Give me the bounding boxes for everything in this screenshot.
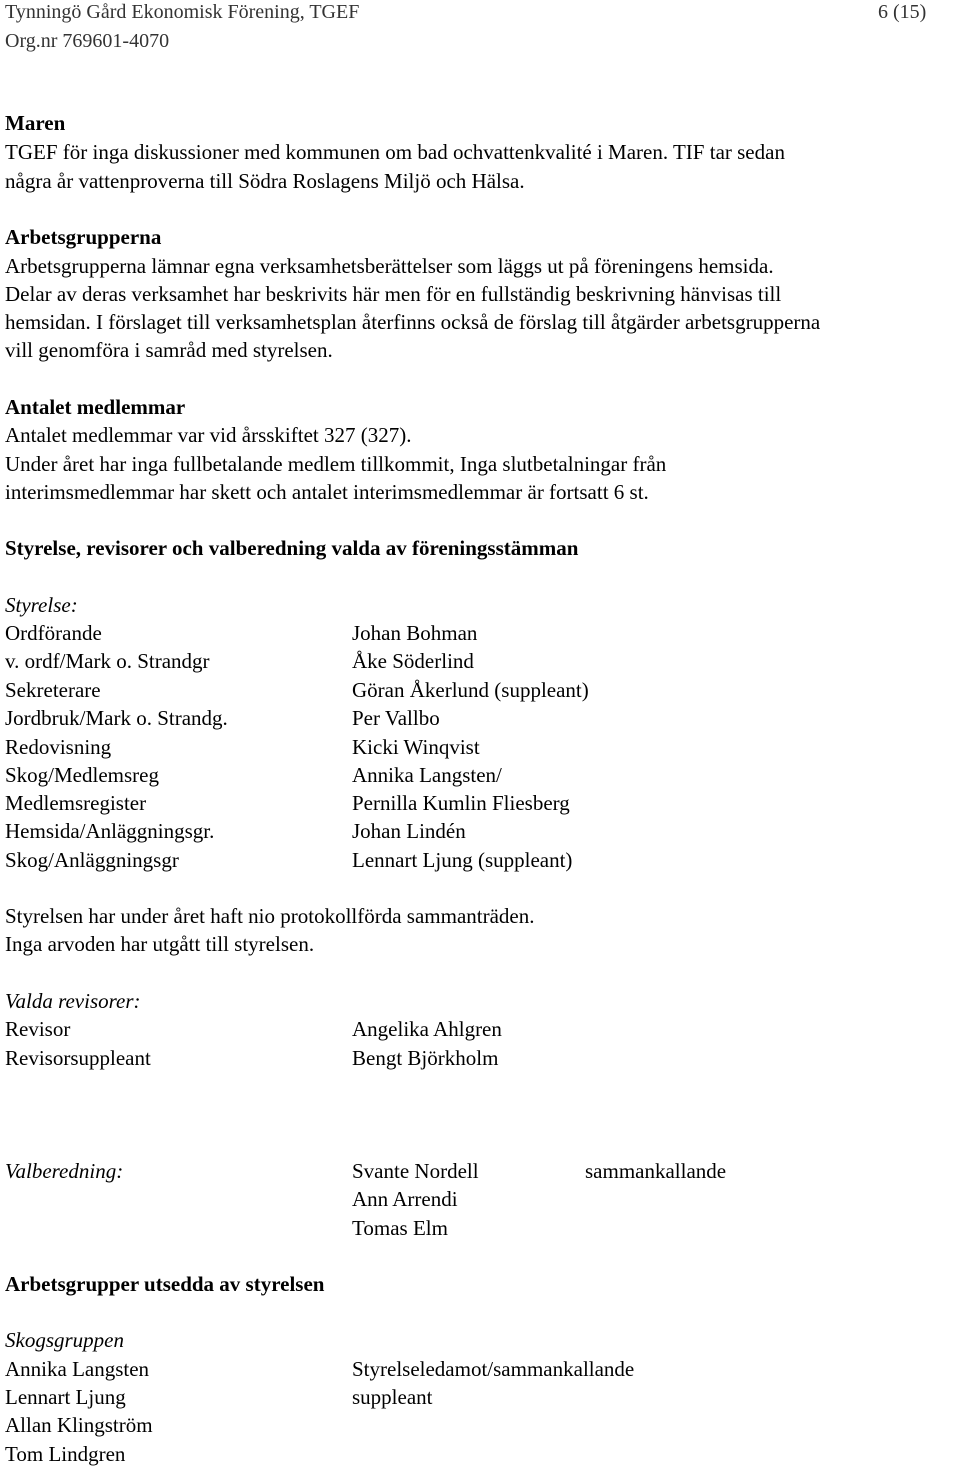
arbetsgrupperna-line-2: Delar av deras verksamhet har beskrivits här men för en fullständig beskrivning hänvisas till xyxy=(5,282,782,306)
styrelse-section-heading: Styrelse, revisorer och valberedning valda av föreningsstämman xyxy=(5,536,579,560)
group-name: Skogsgruppen xyxy=(5,1328,124,1352)
arbetsgrupperna-heading: Arbetsgrupperna xyxy=(5,225,162,249)
styrelse-role: Jordbruk/Mark o. Strandg. xyxy=(5,706,228,730)
revisor-name: Angelika Ahlgren xyxy=(352,1017,502,1041)
styrelse-note-1: Styrelsen har under året haft nio protokollförda sammanträden. xyxy=(5,904,535,928)
styrelse-name: Kicki Winqvist xyxy=(352,735,480,759)
valberedning-member: Ann Arrendi xyxy=(352,1187,458,1211)
arbetsgrupper-heading: Arbetsgrupper utsedda av styrelsen xyxy=(5,1272,325,1296)
styrelse-name: Göran Åkerlund (suppleant) xyxy=(352,678,589,702)
styrelse-name: Johan Bohman xyxy=(352,621,478,645)
styrelse-role: Medlemsregister xyxy=(5,791,147,815)
styrelse-name: Johan Lindén xyxy=(352,819,466,843)
group-member-name: Lennart Ljung xyxy=(5,1385,126,1409)
maren-line-2: några år vattenproverna till Södra Roslagens Miljö och Hälsa. xyxy=(5,169,525,193)
maren-line-1: TGEF för inga diskussioner med kommunen om bad ochvattenkvalité i Maren. TIF tar sedan xyxy=(5,140,785,164)
medlemmar-heading: Antalet medlemmar xyxy=(5,395,186,419)
styrelse-role: Skog/Anläggningsgr xyxy=(5,848,179,872)
styrelse-note-2: Inga arvoden har utgått till styrelsen. xyxy=(5,932,315,956)
group-member-name: Tom Lindgren xyxy=(5,1442,126,1466)
styrelse-role: v. ordf/Mark o. Strandgr xyxy=(5,649,210,673)
styrelse-name: Åke Söderlind xyxy=(352,649,474,673)
styrelse-name: Annika Langsten/ xyxy=(352,763,502,787)
header-org-nr: Org.nr 769601-4070 xyxy=(5,30,170,52)
group-member-name: Annika Langsten xyxy=(5,1357,150,1381)
styrelse-role: Hemsida/Anläggningsgr. xyxy=(5,819,215,843)
group-member-role: suppleant xyxy=(352,1385,433,1409)
arbetsgrupperna-line-4: vill genomföra i samråd med styrelsen. xyxy=(5,338,333,362)
revisor-role: Revisor xyxy=(5,1017,71,1041)
revisor-name: Bengt Björkholm xyxy=(352,1046,499,1070)
styrelse-name: Lennart Ljung (suppleant) xyxy=(352,848,573,872)
revisorer-subheading: Valda revisorer: xyxy=(5,989,141,1013)
styrelse-role: Sekreterare xyxy=(5,678,101,702)
maren-heading: Maren xyxy=(5,111,66,135)
medlemmar-line-3: interimsmedlemmar har skett och antalet interimsmedlemmar är fortsatt 6 st. xyxy=(5,480,649,504)
valberedning-label: Valberedning: xyxy=(5,1159,124,1183)
page-number: 6 (15) xyxy=(878,1,927,23)
styrelse-name: Pernilla Kumlin Fliesberg xyxy=(352,791,570,815)
styrelse-subheading: Styrelse: xyxy=(5,593,78,617)
medlemmar-line-2: Under året har inga fullbetalande medlem tillkommit, Inga slutbetalningar från xyxy=(5,452,667,476)
revisor-role: Revisorsuppleant xyxy=(5,1046,151,1070)
styrelse-name: Per Vallbo xyxy=(352,706,440,730)
valberedning-member: Svante Nordell xyxy=(352,1159,479,1183)
group-member-role: Styrelseledamot/sammankallande xyxy=(352,1357,635,1381)
group-member-name: Allan Klingström xyxy=(5,1413,153,1437)
medlemmar-line-1: Antalet medlemmar var vid årsskiftet 327 (327). xyxy=(5,423,412,447)
arbetsgrupperna-line-1: Arbetsgrupperna lämnar egna verksamhetsberättelser som läggs ut på föreningens hemsida. xyxy=(5,254,774,278)
styrelse-role: Redovisning xyxy=(5,735,112,759)
arbetsgrupperna-line-3: hemsidan. I förslaget till verksamhetsplan återfinns också de förslag till åtgärder arbetsgrupperna xyxy=(5,310,821,334)
header-org-name: Tynningö Gård Ekonomisk Förening, TGEF xyxy=(5,1,360,23)
styrelse-role: Ordförande xyxy=(5,621,102,645)
valberedning-member: Tomas Elm xyxy=(352,1216,448,1240)
styrelse-role: Skog/Medlemsreg xyxy=(5,763,159,787)
valberedning-member-role: sammankallande xyxy=(585,1159,727,1183)
